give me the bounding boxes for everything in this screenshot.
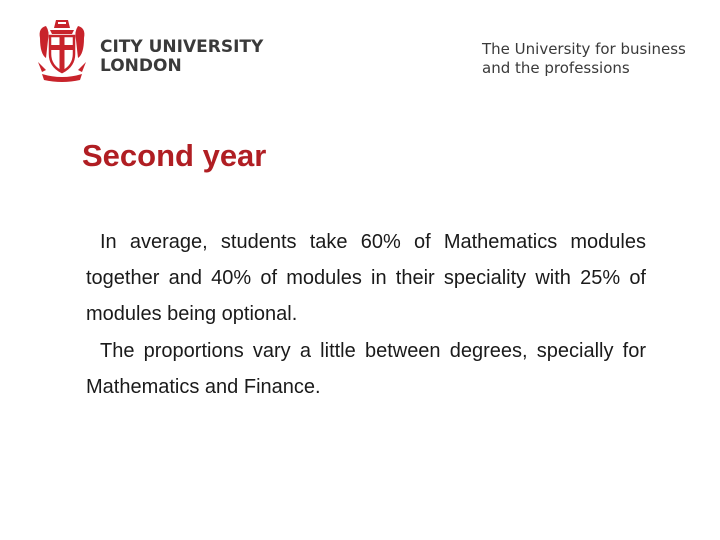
university-name-line2: LONDON xyxy=(100,56,182,76)
city-university-crest-icon xyxy=(36,18,88,82)
body-paragraph: The proportions vary a little between degrees, specially for Mathematics and Finance. xyxy=(86,340,646,398)
body-paragraph: In average, students take 60% of Mathematics modules together and 40% of modules in their speciality with 25% of modules being optional. xyxy=(86,231,646,325)
slide-title: Second year xyxy=(82,138,267,173)
university-tagline xyxy=(482,40,686,78)
university-name-line1: CITY UNIVERSITY xyxy=(100,37,264,57)
slide-body xyxy=(86,224,646,406)
tagline-line2: and the professions xyxy=(482,59,630,77)
tagline-line1: The University for business xyxy=(482,40,686,58)
university-name xyxy=(100,38,263,76)
